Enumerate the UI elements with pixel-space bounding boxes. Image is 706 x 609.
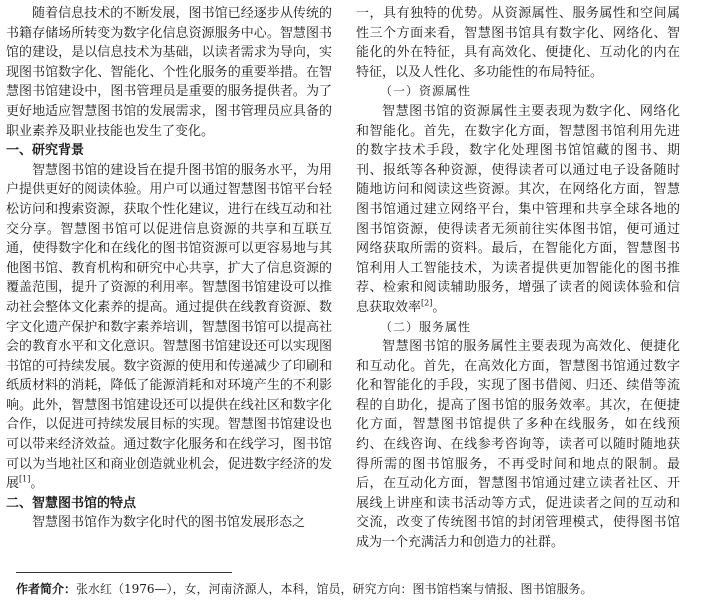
service-attributes-paragraph: 智慧图书馆的服务属性主要表现为高效化、便捷化和互动化。首先，在高效化方面，智慧图书馆通过数字化和智能化的手段，实现了图书借阅、归还、续借等流程的自助化，提高了图书馆的服务效率。其次，在便捷化方面，智慧图书馆提供了多种在线服务，如在线预约、在线咨询、在线参考咨询等，读者可以随时随地获得所需的图书馆服务，不再受时间和地点的限制。最后，在互动化方面，智慧图书馆通过建立读者社区、开展线上讲座和读书活动等方式，促进读者之间的互动和交流，改变了传统图书馆的封闭管理模式，使得图书馆成为一个充满活力和创造力的社群。 xyxy=(356,339,680,551)
citation-ref-2: [2] xyxy=(421,298,433,308)
resource-attributes-end: 。 xyxy=(432,299,446,315)
research-background-text: 智慧图书馆的建设旨在提升图书馆的服务水平，为用户提供更好的阅读体验。用户可以通过智慧图书馆平台轻松访问和搜索资源，获取个性化建议，进行在线互动和社交分享。智慧图书馆可以促进信息资源的共享和互联互通，使得数字化和在线化的图书馆资源可以更容易地与其他图书馆、教育机构和研究中心共享，扩大了信息资源的覆盖范围，提升了资源的利用率。智慧图书馆建设可以推动社会整体文化素养的提高。通过提供在线教育资源、数字文化遗产保护和数字素养培训，智慧图书馆可以提高社会的教育水平和文化意识。智慧图书馆建设还可以实现图书馆的可持续发展。数字资源的使用和传递减少了印刷和纸质材料的消耗，降低了能源消耗和对环境产生的不利影响。此外，智慧图书馆建设还可以提供在线社区和数字化合作，以促进可持续发展目标的实现。智慧图书馆建设也可以带来经济效益。通过数字化服务和在线学习，图书馆可以为当地社区和商业创造就业机会，促进数字经济的发展 xyxy=(6,162,332,492)
left-column xyxy=(6,4,332,533)
research-background-end: 。 xyxy=(30,476,44,492)
features-paragraph-continued: 一，具有独特的优势。从资源属性、服务属性和空间属性三个方面来看，智慧图书馆具有数字化、网络化、智能化的外在特征，具有高效化、便捷化、互动化的内在特征，以及人性化、多功能性的布局特征。 xyxy=(356,6,680,80)
author-footnote-text: 张水红（1976—），女，河南济源人，本科，馆员，研究方向：图书馆档案与情报、图书馆服务。 xyxy=(76,582,593,596)
resource-attributes-paragraph xyxy=(356,102,680,318)
features-paragraph-start: 智慧图书馆作为数字化时代的图书馆发展形态之 xyxy=(32,515,306,531)
intro-paragraph: 随着信息技术的不断发展，图书馆已经逐步从传统的书籍存储场所转变为数字化信息资源服务中心。智慧图书馆的建设，是以信息技术为基础，以读者需求为导向，实现图书馆数字化、智能化、个性化服务的重要举措。在智慧图书馆建设中，图书管理员是重要的服务提供者。为了更好地适应智慧图书馆的发展需求，图书管理员应具备的职业素养及职业技能也发生了变化。 xyxy=(6,6,332,139)
footnote-divider xyxy=(16,572,232,573)
right-column xyxy=(356,4,680,553)
citation-ref-1: [1] xyxy=(19,474,31,484)
resource-attributes-text: 智慧图书馆的资源属性主要表现为数字化、网络化和智能化。首先，在数字化方面，智慧图书馆利用先进的数字技术手段，数字化处理图书馆馆藏的图书、期刊、报纸等各种资源，使得读者可以通过电子设备随时随地访问和阅读这些资源。其次，在网络化方面，智慧图书馆通过建立网络平台，集中管理和共享全球各地的图书馆资源，使得读者无须前往实体图书馆，便可通过网络获取所需的资料。最后，在智能化方面，智慧图书馆利用人工智能技术，为读者提供更加智能化的图书推荐、检索和阅读辅助服务，增强了读者的阅读体验和信息获取效率 xyxy=(356,103,680,315)
subheading-resource-attributes: （一）资源属性 xyxy=(380,84,472,99)
author-footnote-label: 作者简介： xyxy=(16,582,77,596)
research-background-paragraph xyxy=(6,161,332,494)
section-heading-research-background: 一、研究背景 xyxy=(6,143,85,159)
author-footnote xyxy=(16,580,696,598)
section-heading-features: 二、智慧图书馆的特点 xyxy=(6,495,137,511)
subheading-service-attributes: （二）服务属性 xyxy=(380,319,472,334)
